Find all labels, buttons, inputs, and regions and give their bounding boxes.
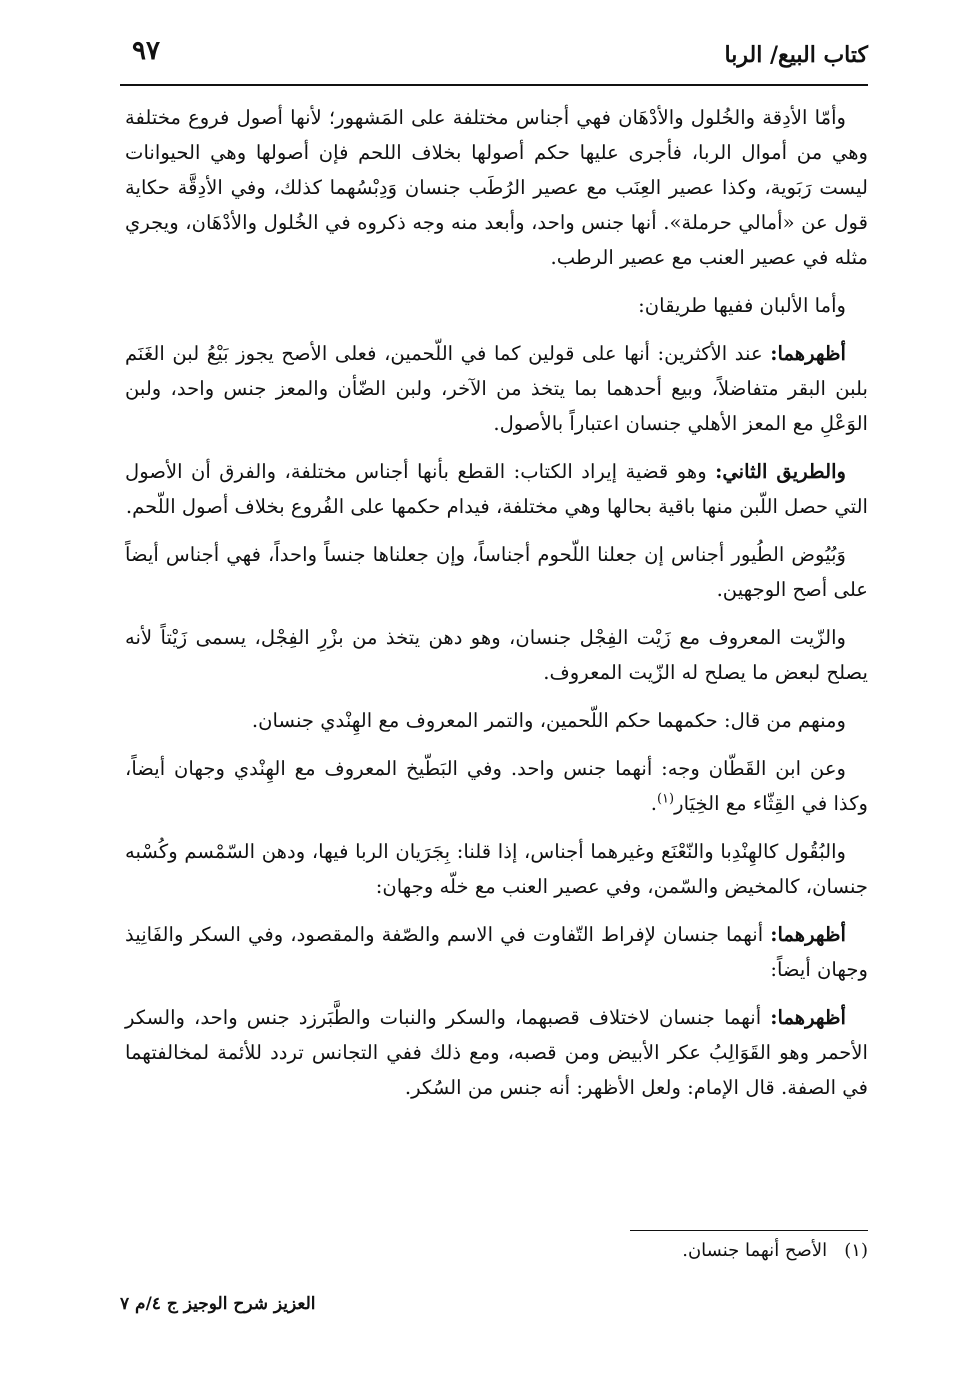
paragraph-text: وأما الألبان ففيها طريقان: bbox=[638, 294, 846, 317]
paragraph-text: وعن ابن القَطّان وجه: أنهما جنس واحد. وفي البَطّيخ المعروف مع الهِنْدي وجهان أيضاً، وكذا في القِثّاء مع الخِيَار bbox=[125, 757, 868, 815]
paragraph-lead: والطريق الثاني: bbox=[715, 460, 846, 483]
paragraph-text: والزّيت المعروف مع زَيْت الفِجْل جنسان، وهو دهن يتخذ من بزْرِ الفِجْل، يسمى زَيْتاً لأنه يصلح لبعض ما يصلح له الزّيت المعروف. bbox=[125, 626, 868, 684]
page-body bbox=[125, 100, 868, 1118]
footer-signature: العزيز شرح الوجيز ج ٤/م ٧ bbox=[120, 1294, 316, 1314]
paragraph bbox=[125, 1000, 868, 1105]
paragraph bbox=[125, 336, 868, 441]
paragraph-text: وأمّا الأدِقة والخُلول والأدْهَان فهي أجناس مختلفة على المَشهور؛ لأنها أصول فروع مختلفة وهي من أموال الربا، فأجرى عليها حكم أصولها بخلاف اللحم فإن أصولها وهي الحيوانات ليست رَبَوية، وكذا عصير العِنَب مع عصير الرُطَب جنسان وَدِبْسُهما كذلك، وفي الأدِقَّة حكاية قول عن «أمالي حرملة». أنها جنس واحد، وأبعد منه وجه ذكروه في الخُلول والأدْهَان، ويجري مثله في عصير العنب مع عصير الرطب. bbox=[125, 106, 868, 269]
paragraph bbox=[125, 288, 868, 323]
paragraph-text: والبُقُول كالهِنْدِبا والنّعْنَع وغيرهما أجناس، إذا قلنا: بِجَرَيان الربا فيها، ودهن السّمْسم وكُسْبه جنسان، كالمخيض والسّمن، وفي عصير العنب مع خلّه وجهان: bbox=[125, 840, 868, 898]
footnote bbox=[682, 1240, 868, 1261]
paragraph-text: وَبُيُوض الطُيور أجناس إن جعلنا اللّحوم أجناساً، وإن جعلناها جنساً واحداً، فهي أجناس أيضاً على أصح الوجهين. bbox=[125, 543, 868, 601]
footnote-reference[interactable]: (١) bbox=[656, 791, 675, 807]
paragraph-text: عند الأكثرين: أنها على قولين كما في اللّحمين، فعلى الأصح يجوز بَيْعُ لبن الغَنَم بلبن البقر متفاضلاً، وبيع أحدهما بما يتخذ من الآخر، ولبن الضّأن والمعز جنس واحد، ولبن الوَعْلِ مع المعز الأهلي جنسان اعتباراً بالأصول. bbox=[125, 342, 868, 435]
footnote-rule bbox=[630, 1230, 868, 1231]
running-head: كتاب البيع/ الربا bbox=[724, 42, 868, 68]
paragraph-lead: أظهرهما: bbox=[770, 1006, 846, 1029]
paragraph bbox=[125, 834, 868, 904]
header-rule bbox=[120, 84, 868, 86]
paragraph-lead: أظهرهما: bbox=[770, 342, 846, 365]
paragraph-lead: أظهرهما: bbox=[770, 923, 846, 946]
footnote-marker: (١) bbox=[844, 1240, 868, 1261]
page-header bbox=[120, 36, 868, 86]
paragraph-text: أنهما جنسان لإفراط التّفاوت في الاسم والصّفة والمقصود، وفي السكر والفَانِيذ وجهان أيضاً: bbox=[125, 923, 868, 981]
paragraph bbox=[125, 537, 868, 607]
paragraph-text: وهو قضية إيراد الكتاب: القطع بأنها أجناس مختلفة، والفرق أن الأصول التي حصل اللّبن منها باقية بحالها وهي مختلفة، فيدام حكمها على الفُروع بخلاف أصول اللّحم. bbox=[125, 460, 868, 518]
paragraph-text: أنهما جنسان لاختلاف قصبهما، والسكر والنبات والطَّبَرزد جنس واحد، والسكر الأحمر وهو القَوَالِبُ عكر الأبيض ومن قصبه، ومع ذلك ففي التجانس تردد للأئمة لمخالفتهما في الصفة. قال الإمام: ولعل الأظهر: أنه جنس من السُكر. bbox=[125, 1006, 868, 1099]
paragraph bbox=[125, 454, 868, 524]
paragraph: وعن ابن القَطّان وجه: أنهما جنس واحد. وفي البَطّيخ المعروف مع الهِنْدي وجهان أيضاً، وكذا في القِثّاء مع الخِيَار$^{(١)}$. bbox=[125, 757, 868, 815]
page-number: ٩٧ bbox=[132, 36, 160, 66]
paragraph bbox=[125, 703, 868, 738]
paragraph-text: ومنهم من قال: حكمهما حكم اللّحمين، والتمر المعروف مع الهِنْدي جنسان. bbox=[251, 709, 846, 732]
paragraph bbox=[125, 620, 868, 690]
paragraph bbox=[125, 100, 868, 275]
footnote-text: الأصح أنهما جنسان. bbox=[682, 1240, 828, 1261]
paragraph bbox=[125, 917, 868, 987]
